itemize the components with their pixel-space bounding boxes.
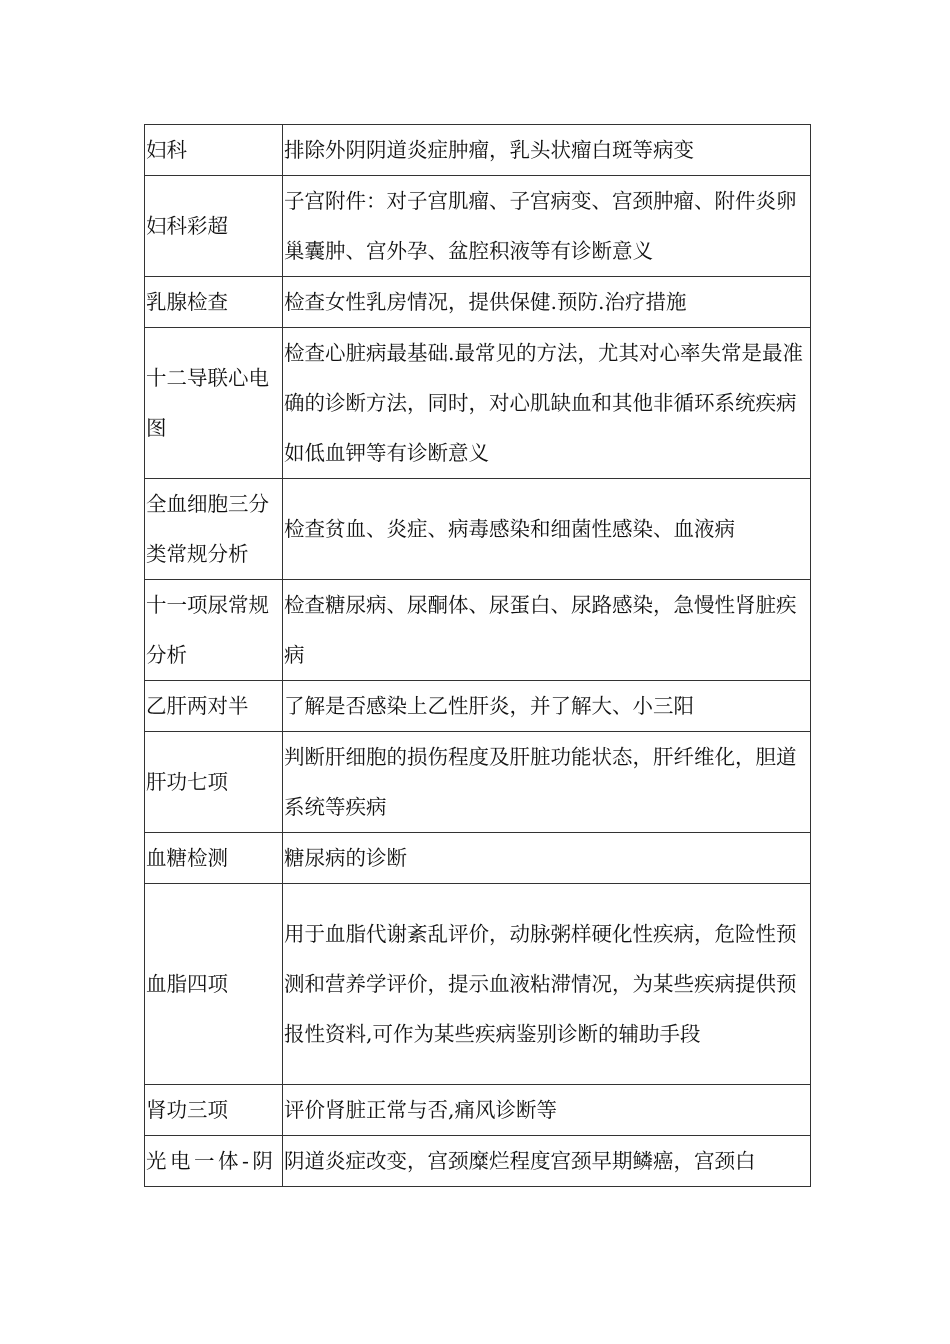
item-name: 十二导联心电图 bbox=[145, 328, 283, 479]
item-name: 乳腺检查 bbox=[145, 277, 283, 328]
item-name: 十一项尿常规分析 bbox=[145, 580, 283, 681]
item-name: 妇科 bbox=[145, 125, 283, 176]
table-row bbox=[145, 277, 811, 328]
item-name: 妇科彩超 bbox=[145, 176, 283, 277]
table-row bbox=[145, 176, 811, 277]
item-description: 判断肝细胞的损伤程度及肝脏功能状态，肝纤维化，胆道系统等疾病 bbox=[283, 732, 811, 833]
table-row bbox=[145, 479, 811, 580]
table-row bbox=[145, 833, 811, 884]
item-description: 检查糖尿病、尿酮体、尿蛋白、尿路感染，急慢性肾脏疾病 bbox=[283, 580, 811, 681]
item-description: 检查心脏病最基础.最常见的方法，尤其对心率失常是最准确的诊断方法，同时，对心肌缺血和其他非循环系统疾病如低血钾等有诊断意义 bbox=[283, 328, 811, 479]
item-description: 了解是否感染上乙性肝炎，并了解大、小三阳 bbox=[283, 681, 811, 732]
item-description: 排除外阴阴道炎症肿瘤，乳头状瘤白斑等病变 bbox=[283, 125, 811, 176]
table-row bbox=[145, 681, 811, 732]
item-name: 肾功三项 bbox=[145, 1085, 283, 1136]
table-row bbox=[145, 884, 811, 1085]
item-description: 检查贫血、炎症、病毒感染和细菌性感染、血液病 bbox=[283, 479, 811, 580]
item-name: 光电一体-阴 bbox=[145, 1136, 283, 1187]
table-row bbox=[145, 580, 811, 681]
item-name: 全血细胞三分类常规分析 bbox=[145, 479, 283, 580]
table-row bbox=[145, 1085, 811, 1136]
item-description: 阴道炎症改变，宫颈糜烂程度宫颈早期鳞癌，宫颈白 bbox=[283, 1136, 811, 1187]
item-name: 肝功七项 bbox=[145, 732, 283, 833]
item-name: 血糖检测 bbox=[145, 833, 283, 884]
exam-items-table bbox=[144, 124, 811, 1187]
table-row bbox=[145, 732, 811, 833]
item-description: 评价肾脏正常与否,痛风诊断等 bbox=[283, 1085, 811, 1136]
item-name: 乙肝两对半 bbox=[145, 681, 283, 732]
item-description: 子宫附件：对子宫肌瘤、子宫病变、宫颈肿瘤、附件炎卵巢囊肿、宫外孕、盆腔积液等有诊断意义 bbox=[283, 176, 811, 277]
item-description: 糖尿病的诊断 bbox=[283, 833, 811, 884]
table-row bbox=[145, 1136, 811, 1187]
table-row bbox=[145, 125, 811, 176]
item-description: 检查女性乳房情况，提供保健.预防.治疗措施 bbox=[283, 277, 811, 328]
item-description: 用于血脂代谢紊乱评价，动脉粥样硬化性疾病，危险性预测和营养学评价，提示血液粘滞情况，为某些疾病提供预报性资料,可作为某些疾病鉴别诊断的辅助手段 bbox=[283, 884, 811, 1085]
table-row bbox=[145, 328, 811, 479]
item-name: 血脂四项 bbox=[145, 884, 283, 1085]
